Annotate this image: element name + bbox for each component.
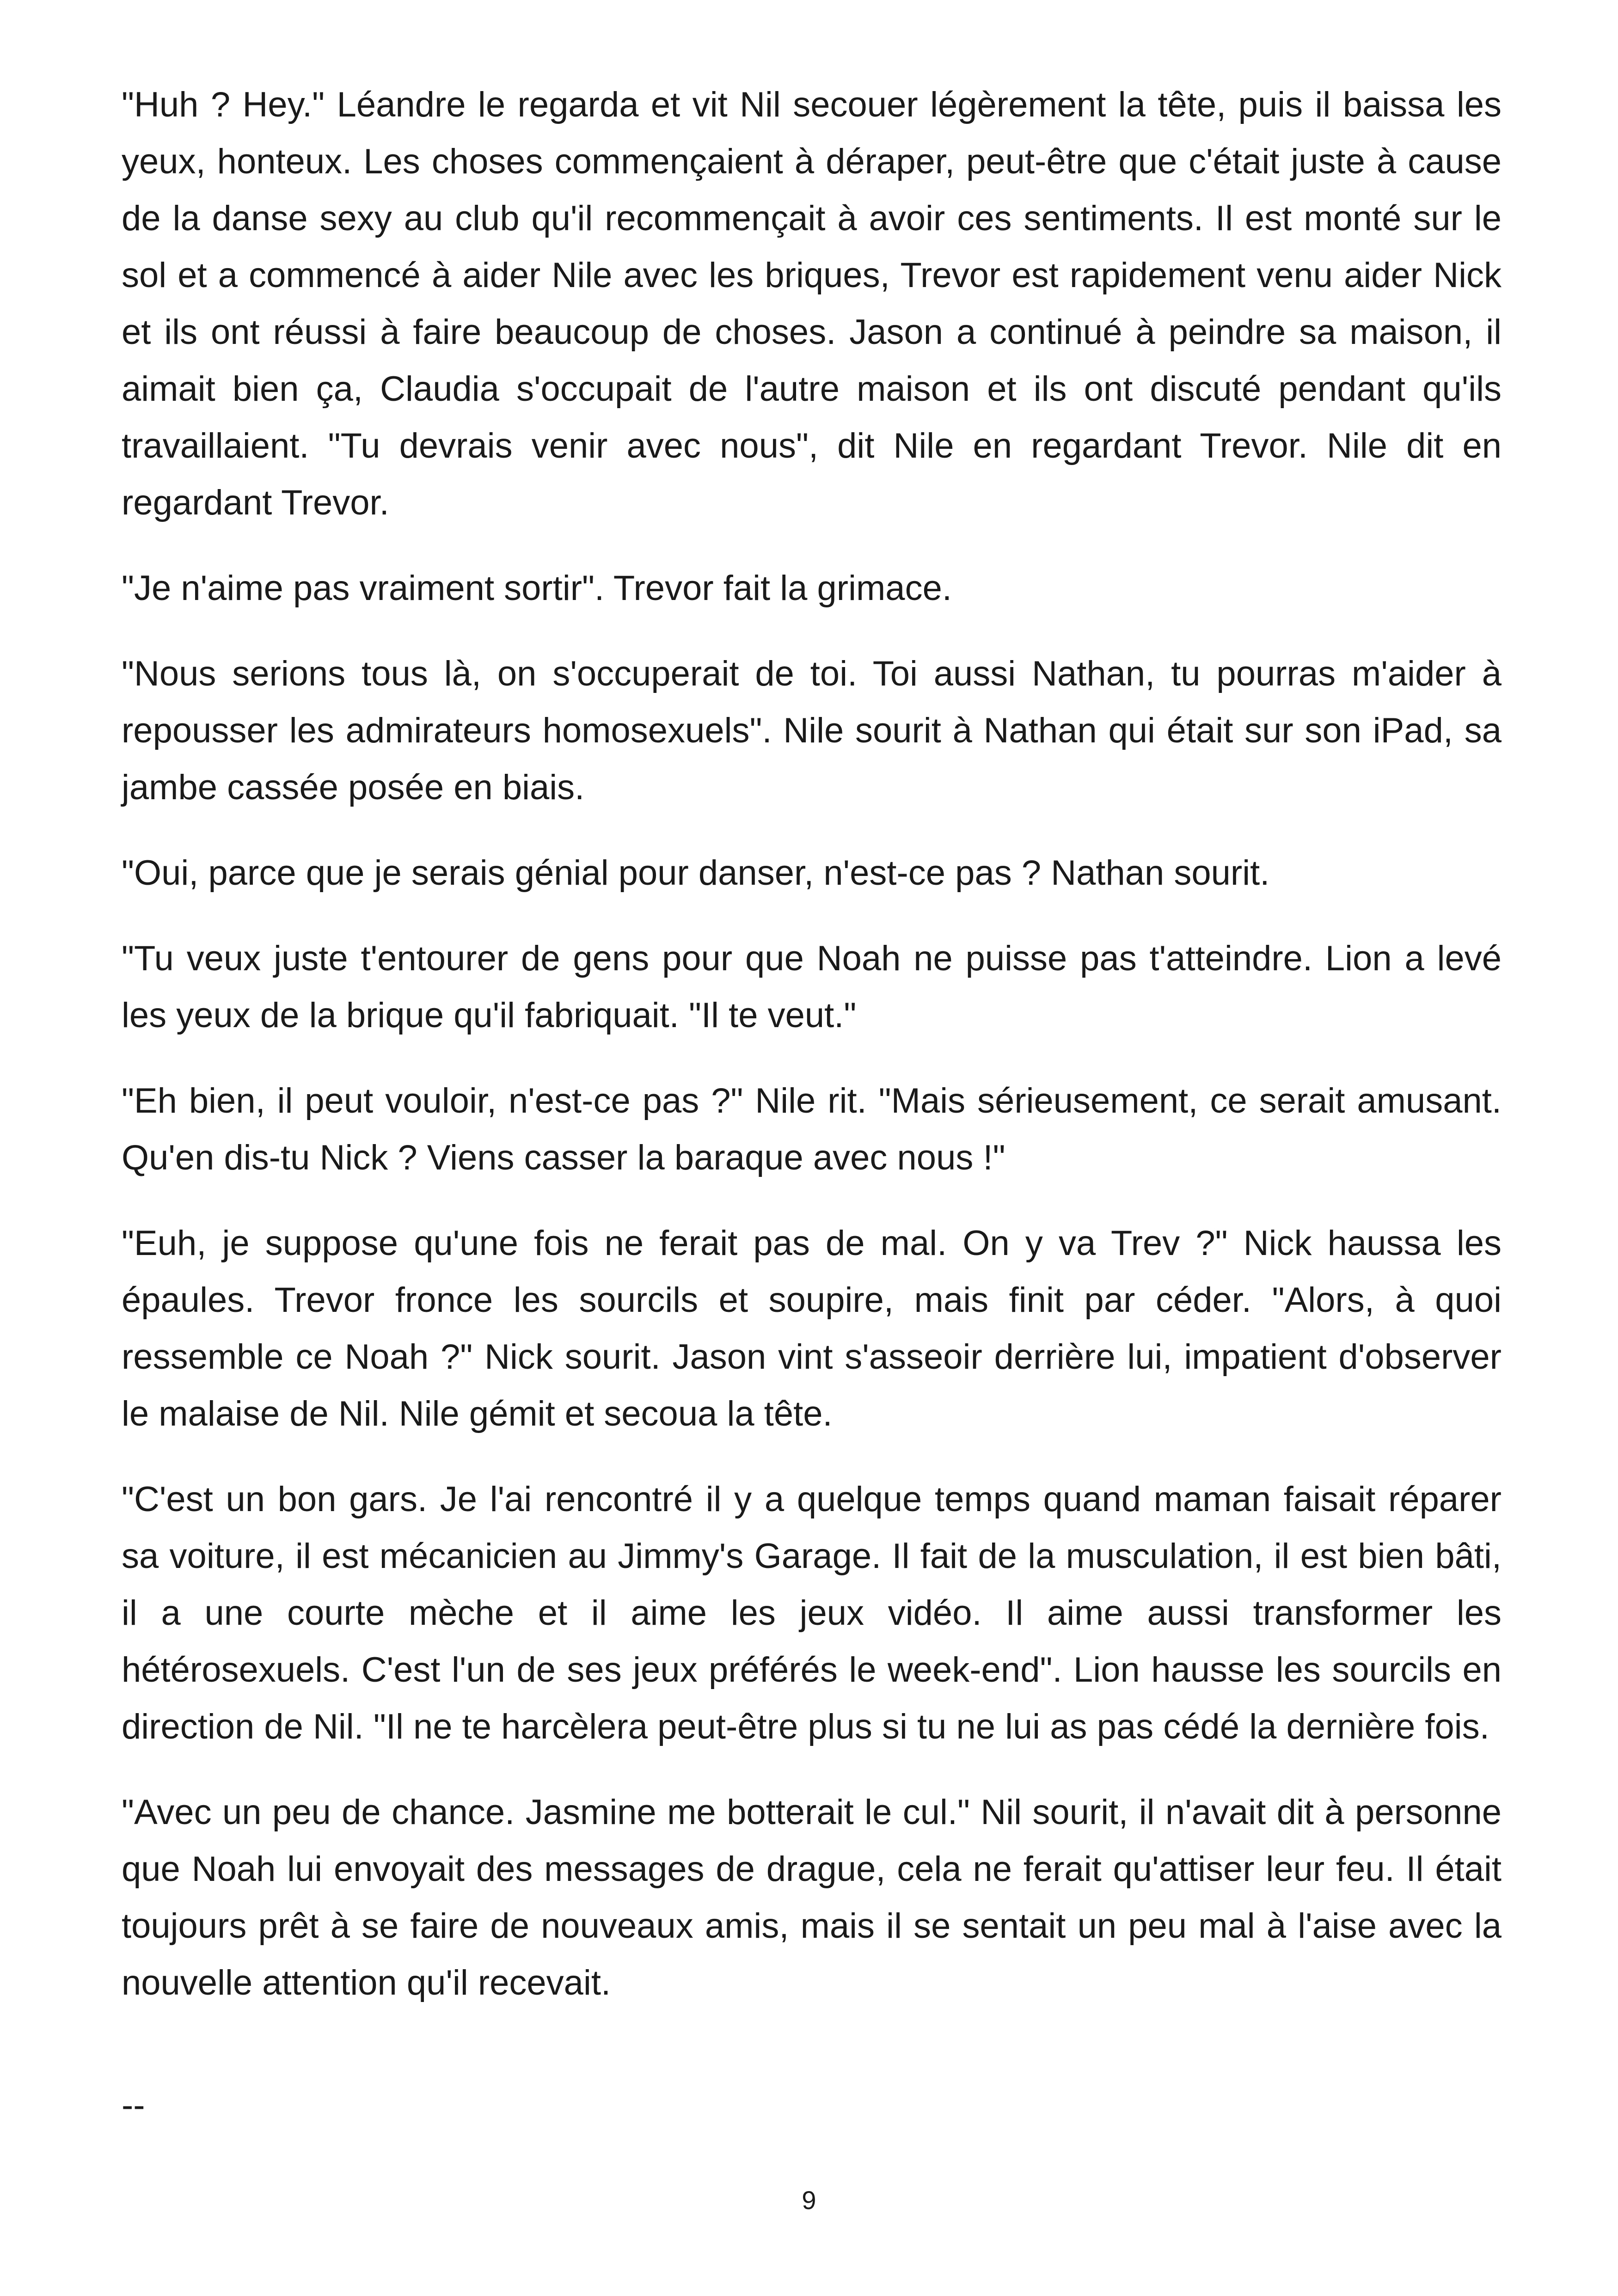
page-number: 9 [802, 2186, 816, 2215]
paragraph: "Nous serions tous là, on s'occuperait de toi. Toi aussi Nathan, tu pourras m'aider à repousser les admirateurs homosexuels". Nile sourit à Nathan qui était sur son iPad, sa jambe cassée posée en biais. [122, 654, 1502, 807]
section-separator: -- [122, 2086, 145, 2125]
paragraph: "Eh bien, il peut vouloir, n'est-ce pas ?" Nile rit. "Mais sérieusement, ce serait amusant. Qu'en dis-tu Nick ? Viens casser la baraque avec nous !" [122, 1081, 1502, 1177]
paragraph: "Avec un peu de chance. Jasmine me botterait le cul." Nil sourit, il n'avait dit à personne que Noah lui envoyait des messages de drague, cela ne ferait qu'attiser leur feu. Il était toujours prêt à se faire de nouveaux amis, mais il se sentait un peu mal à l'aise avec la nouvelle attention qu'il recevait. [122, 1793, 1502, 2002]
paragraph: "Euh, je suppose qu'une fois ne ferait pas de mal. On y va Trev ?" Nick haussa les épaules. Trevor fronce les sourcils et soupire, mais finit par céder. "Alors, à quoi ressemble ce Noah ?" Nick sourit. Jason vint s'asseoir derrière lui, impatient d'observer le malaise de Nil. Nile gémit et secoua la tête. [122, 1224, 1502, 1433]
document-body [122, 76, 1502, 2040]
paragraph: "Tu veux juste t'entourer de gens pour que Noah ne puisse pas t'atteindre. Lion a levé les yeux de la brique qu'il fabriquait. "Il te veut." [122, 939, 1502, 1035]
paragraph: "Huh ? Hey." Léandre le regarda et vit Nil secouer légèrement la tête, puis il baissa les yeux, honteux. Les choses commençaient à déraper, peut-être que c'était juste à cause de la danse sexy au club qu'il recommençait à avoir ces sentiments. Il est monté sur le sol et a commencé à aider Nile avec les briques, Trevor est rapidement venu aider Nick et ils ont réussi à faire beaucoup de choses. Jason a continué à peindre sa maison, il aimait bien ça, Claudia s'occupait de l'autre maison et ils ont discuté pendant qu'ils travaillaient. "Tu devrais venir avec nous", dit Nile en regardant Trevor. Nile dit en regardant Trevor. [122, 85, 1502, 522]
paragraph: "Oui, parce que je serais génial pour danser, n'est-ce pas ? Nathan sourit. [122, 853, 1270, 893]
paragraph: "Je n'aime pas vraiment sortir". Trevor fait la grimace. [122, 569, 952, 608]
paragraph: "C'est un bon gars. Je l'ai rencontré il y a quelque temps quand maman faisait réparer sa voiture, il est mécanicien au Jimmy's Garage. Il fait de la musculation, il est bien bâti, il a une courte mèche et il aime les jeux vidéo. Il aime aussi transformer les hétérosexuels. C'est l'un de ses jeux préférés le week-end". Lion hausse les sourcils en direction de Nil. "Il ne te harcèlera peut-être plus si tu ne lui as pas cédé la dernière fois. [122, 1480, 1502, 1746]
